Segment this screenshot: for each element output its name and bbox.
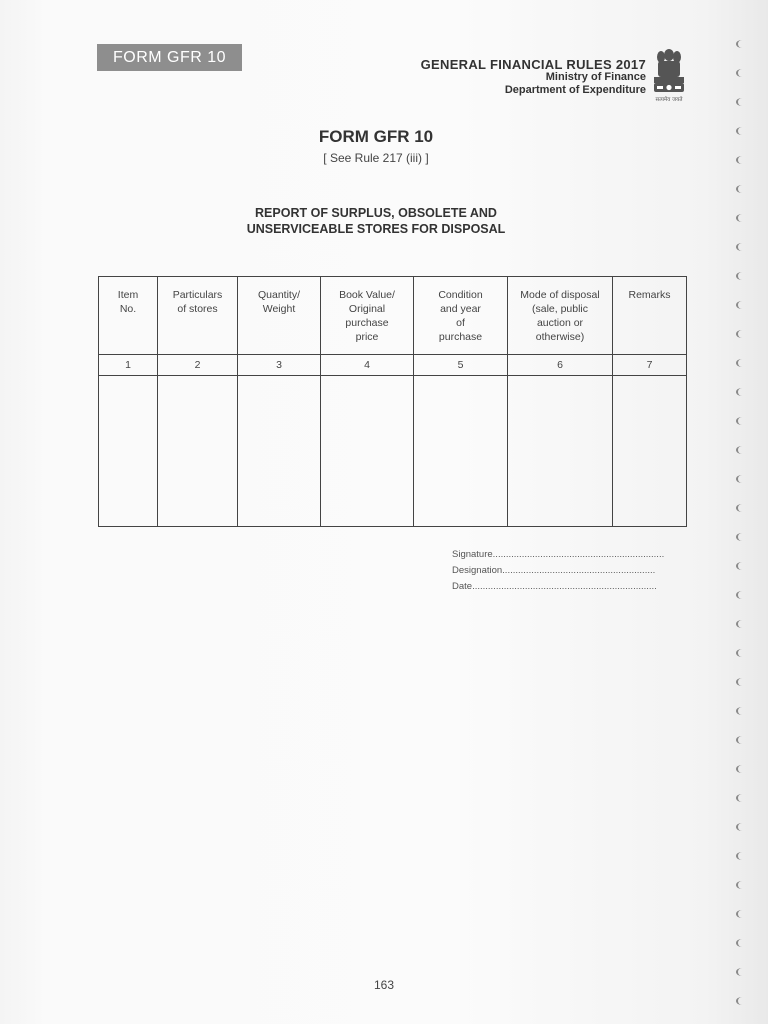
designation-line: Designation..........................................................: [452, 565, 656, 576]
header-ministry: Ministry of Finance: [545, 71, 646, 83]
binding-ring: [736, 214, 748, 222]
header-block: [421, 58, 646, 97]
binding-ring: [736, 40, 748, 48]
blank-entry-row: [99, 376, 687, 527]
column-header-line: Book Value/: [339, 289, 395, 301]
page-number: 163: [373, 978, 395, 992]
header-department: Department of Expenditure: [504, 84, 646, 96]
column-header-line: No.: [119, 303, 137, 315]
date-line: Date......................................................................: [452, 581, 657, 592]
binding-ring: [736, 765, 748, 773]
column-number-row: [99, 355, 687, 376]
report-title-line-1: REPORT OF SURPLUS, OBSOLETE AND: [255, 206, 497, 220]
binding-ring: [736, 446, 748, 454]
binding-ring: [736, 591, 748, 599]
blank-cell: [158, 376, 238, 527]
column-header-line: of stores: [177, 303, 218, 315]
binding-ring: [736, 185, 748, 193]
column-header-line: Item: [117, 289, 139, 301]
column-header-quantity: [238, 277, 321, 355]
column-header-line: and year: [440, 303, 481, 315]
binding-ring: [736, 823, 748, 831]
column-number: 7: [613, 355, 687, 376]
binding-ring: [736, 504, 748, 512]
binding-ring: [736, 243, 748, 251]
column-header-line: otherwise): [535, 331, 585, 343]
binding-ring: [736, 475, 748, 483]
binding-ring: [736, 997, 748, 1005]
column-number: 3: [238, 355, 321, 376]
binding-ring: [736, 736, 748, 744]
column-header-book-value: [321, 277, 414, 355]
binding-ring: [736, 388, 748, 396]
blank-cell: [508, 376, 613, 527]
binding-ring: [736, 301, 748, 309]
column-header-line: Weight: [262, 303, 296, 315]
binding-ring: [736, 562, 748, 570]
binding-ring: [736, 69, 748, 77]
binding-ring: [736, 852, 748, 860]
column-header-line: auction or: [536, 317, 584, 329]
blank-cell: [414, 376, 508, 527]
binding-ring: [736, 968, 748, 976]
binding-ring: [736, 910, 748, 918]
blank-cell: [321, 376, 414, 527]
table-header-row: [99, 277, 687, 355]
form-subtitle: [ See Rule 217 (iii) ]: [323, 151, 429, 165]
column-header-mode-of-disposal: [508, 277, 613, 355]
form-title: FORM GFR 10: [318, 127, 434, 146]
binding-ring: [736, 794, 748, 802]
binding-ring: [736, 359, 748, 367]
column-header-line: of: [456, 317, 465, 329]
column-header-line: Original: [348, 303, 386, 315]
blank-cell: [238, 376, 321, 527]
column-number: 5: [414, 355, 508, 376]
blank-cell: [99, 376, 158, 527]
binding-ring: [736, 98, 748, 106]
column-number: 1: [99, 355, 158, 376]
column-number: 2: [158, 355, 238, 376]
header-title: GENERAL FINANCIAL RULES 2017: [420, 57, 646, 72]
binding-ring: [736, 620, 748, 628]
stores-disposal-table: [98, 276, 687, 527]
column-header-condition: [414, 277, 508, 355]
binding-ring: [736, 127, 748, 135]
column-header-line: Remarks: [628, 289, 671, 301]
column-header-line: purchase: [345, 317, 389, 329]
blank-cell: [613, 376, 687, 527]
emblem-motto: सत्यमेव जयते: [655, 97, 683, 103]
binding-ring: [736, 533, 748, 541]
signature-block: [452, 547, 664, 595]
national-emblem-icon: [650, 46, 688, 104]
column-header-remarks: [613, 277, 687, 355]
binding-ring: [736, 678, 748, 686]
binding-ring: [736, 649, 748, 657]
column-header-particulars: [158, 277, 238, 355]
column-number: 6: [508, 355, 613, 376]
column-header-line: Quantity/: [257, 289, 301, 301]
binding-ring: [736, 272, 748, 280]
binding-ring: [736, 330, 748, 338]
column-header-item-no: [99, 277, 158, 355]
binding-ring: [736, 417, 748, 425]
binding-ring: [736, 707, 748, 715]
column-number: 4: [321, 355, 414, 376]
signature-line: Signature.................................................................: [452, 549, 665, 560]
binding-ring: [736, 156, 748, 164]
column-header-line: Mode of disposal: [520, 289, 600, 301]
form-corner-tag: FORM GFR 10: [97, 44, 242, 71]
report-title-line-2: UNSERVICEABLE STORES FOR DISPOSAL: [246, 222, 506, 236]
column-header-line: price: [355, 331, 379, 343]
binding-ring: [736, 881, 748, 889]
column-header-line: (sale, public: [531, 303, 589, 315]
column-header-line: purchase: [438, 331, 483, 343]
column-header-line: Condition: [438, 289, 483, 301]
column-header-line: Particulars: [172, 289, 223, 301]
binding-ring: [736, 939, 748, 947]
report-title: [0, 205, 760, 237]
